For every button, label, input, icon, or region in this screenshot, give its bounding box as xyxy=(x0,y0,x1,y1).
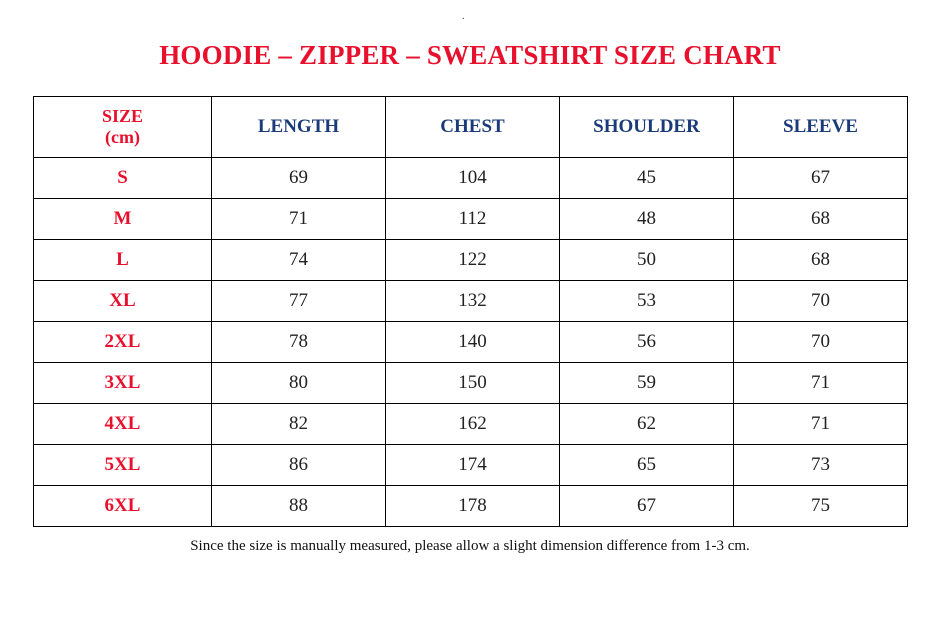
cell-shoulder: 67 xyxy=(560,486,734,527)
cell-size: XL xyxy=(34,281,212,322)
cell-sleeve: 71 xyxy=(734,404,908,445)
cell-chest: 132 xyxy=(386,281,560,322)
cell-size: 3XL xyxy=(34,363,212,404)
cell-shoulder: 65 xyxy=(560,445,734,486)
measurement-note: Since the size is manually measured, please allow a slight dimension difference from 1-3 cm. xyxy=(190,538,750,554)
cell-sleeve: 70 xyxy=(734,281,908,322)
cell-length: 82 xyxy=(212,404,386,445)
cell-chest: 162 xyxy=(386,404,560,445)
column-header-length: LENGTH xyxy=(212,97,386,158)
cell-length: 80 xyxy=(212,363,386,404)
cell-shoulder: 45 xyxy=(560,158,734,199)
size-chart-table xyxy=(33,96,908,527)
cell-chest: 104 xyxy=(386,158,560,199)
cell-length: 86 xyxy=(212,445,386,486)
cell-shoulder: 59 xyxy=(560,363,734,404)
table-row xyxy=(34,240,908,281)
top-dot-mark: . xyxy=(462,11,465,22)
cell-size: 6XL xyxy=(34,486,212,527)
cell-sleeve: 68 xyxy=(734,199,908,240)
cell-sleeve: 71 xyxy=(734,363,908,404)
cell-chest: 178 xyxy=(386,486,560,527)
cell-length: 88 xyxy=(212,486,386,527)
cell-length: 71 xyxy=(212,199,386,240)
cell-shoulder: 48 xyxy=(560,199,734,240)
cell-sleeve: 73 xyxy=(734,445,908,486)
cell-length: 77 xyxy=(212,281,386,322)
size-chart-table-wrapper xyxy=(33,96,908,527)
column-header-size xyxy=(34,97,212,158)
table-row xyxy=(34,322,908,363)
cell-chest: 122 xyxy=(386,240,560,281)
cell-size: 5XL xyxy=(34,445,212,486)
table-row xyxy=(34,281,908,322)
cell-size: L xyxy=(34,240,212,281)
column-header-sleeve: SLEEVE xyxy=(734,97,908,158)
column-header-chest: CHEST xyxy=(386,97,560,158)
cell-shoulder: 53 xyxy=(560,281,734,322)
page-title: HOODIE – ZIPPER – SWEATSHIRT SIZE CHART xyxy=(159,40,781,70)
cell-sleeve: 75 xyxy=(734,486,908,527)
cell-sleeve: 67 xyxy=(734,158,908,199)
table-row xyxy=(34,404,908,445)
table-body xyxy=(34,158,908,527)
cell-size: 4XL xyxy=(34,404,212,445)
cell-chest: 112 xyxy=(386,199,560,240)
table-row xyxy=(34,363,908,404)
cell-size: 2XL xyxy=(34,322,212,363)
cell-length: 69 xyxy=(212,158,386,199)
column-header-shoulder: SHOULDER xyxy=(560,97,734,158)
cell-chest: 140 xyxy=(386,322,560,363)
column-header-size-line2: (cm) xyxy=(105,127,140,147)
cell-size: S xyxy=(34,158,212,199)
table-row xyxy=(34,486,908,527)
cell-size: M xyxy=(34,199,212,240)
cell-shoulder: 50 xyxy=(560,240,734,281)
cell-sleeve: 70 xyxy=(734,322,908,363)
table-header-row xyxy=(34,97,908,158)
table-row xyxy=(34,199,908,240)
column-header-size-line1: SIZE xyxy=(101,106,144,127)
cell-length: 74 xyxy=(212,240,386,281)
table-header xyxy=(34,97,908,158)
cell-shoulder: 56 xyxy=(560,322,734,363)
cell-chest: 174 xyxy=(386,445,560,486)
table-row xyxy=(34,445,908,486)
cell-sleeve: 68 xyxy=(734,240,908,281)
cell-length: 78 xyxy=(212,322,386,363)
table-row xyxy=(34,158,908,199)
cell-chest: 150 xyxy=(386,363,560,404)
cell-shoulder: 62 xyxy=(560,404,734,445)
